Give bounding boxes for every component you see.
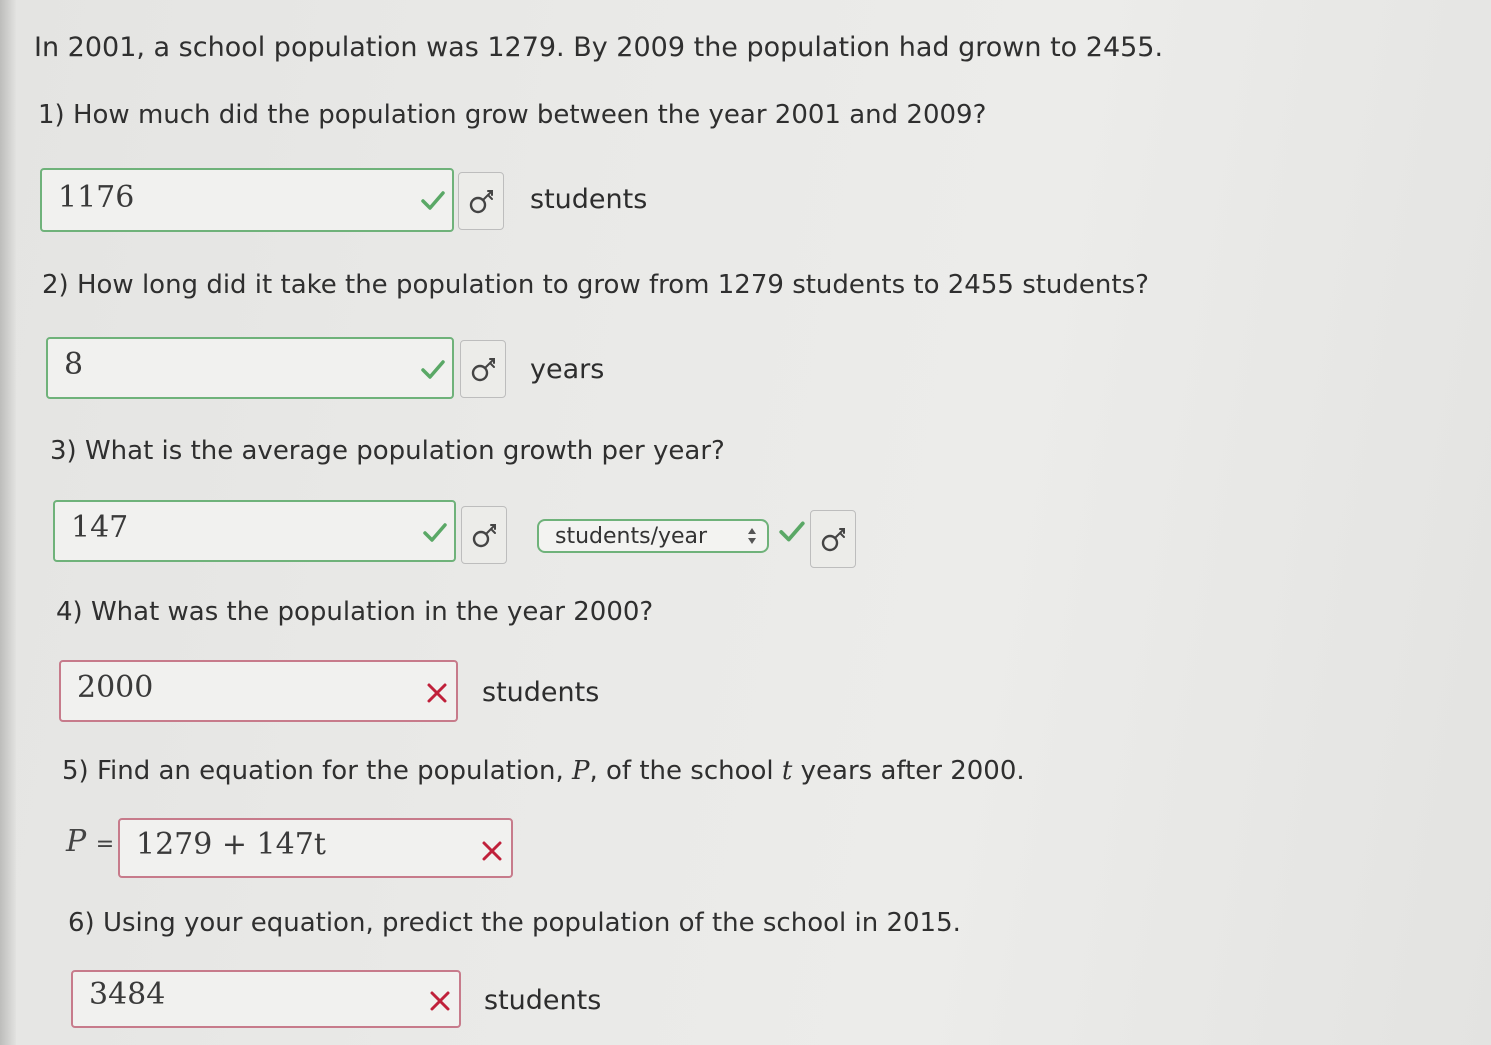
check-icon	[420, 357, 446, 383]
answer-4-input[interactable]	[59, 660, 458, 722]
problem-intro: In 2001, a school population was 1279. By 2009 the population had grown to 2455.	[34, 32, 1164, 63]
question-5-part3: years after 2000.	[800, 756, 1025, 786]
equation-lhs: P	[66, 824, 87, 859]
unit-select-3[interactable]	[537, 519, 769, 553]
answer-3-input[interactable]	[53, 500, 456, 562]
check-icon	[778, 518, 806, 546]
answer-1-input[interactable]	[40, 168, 454, 232]
answer-2-value: 8	[64, 347, 84, 382]
question-4: 4) What was the population in the year 2000?	[56, 597, 654, 627]
screen-edge	[0, 0, 16, 1045]
check-icon	[420, 188, 446, 214]
key-button-1[interactable]	[458, 172, 504, 230]
answer-5-value: 1279 + 147t	[136, 827, 326, 862]
unit-6: students	[484, 985, 602, 1016]
variable-p: P	[571, 756, 590, 786]
key-button-3[interactable]	[461, 506, 507, 564]
key-icon	[470, 521, 500, 551]
question-5-part2: , of the school	[589, 756, 774, 786]
question-6: 6) Using your equation, predict the population of the school in 2015.	[68, 908, 961, 938]
x-icon	[427, 988, 453, 1014]
equals-sign: =	[95, 832, 115, 857]
answer-6-value: 3484	[89, 977, 166, 1012]
question-3: 3) What is the average population growth per year?	[50, 436, 725, 466]
answer-6-input[interactable]	[71, 970, 461, 1028]
x-icon	[424, 680, 450, 706]
variable-t: t	[781, 756, 793, 786]
question-1: 1) How much did the population grow between the year 2001 and 2009?	[38, 100, 987, 130]
key-icon	[467, 187, 497, 217]
unit-1: students	[530, 184, 648, 215]
answer-4-value: 2000	[77, 670, 154, 705]
question-5	[62, 756, 1025, 786]
key-icon	[469, 355, 499, 385]
answer-5-input[interactable]	[118, 818, 513, 878]
x-icon	[479, 838, 505, 864]
question-2: 2) How long did it take the population to grow from 1279 students to 2455 students?	[42, 270, 1149, 300]
check-icon	[422, 520, 448, 546]
key-button-2[interactable]	[460, 340, 506, 398]
equation-label	[66, 824, 114, 859]
up-down-arrows-icon	[747, 525, 757, 547]
unit-2: years	[530, 354, 605, 385]
key-icon	[819, 525, 849, 555]
unit-select-value: students/year	[555, 524, 708, 549]
question-5-part1: 5) Find an equation for the population,	[62, 756, 564, 786]
unit-4: students	[482, 677, 600, 708]
key-button-3b[interactable]	[810, 510, 856, 568]
answer-2-input[interactable]	[46, 337, 454, 399]
answer-1-value: 1176	[58, 180, 135, 215]
answer-3-value: 147	[71, 510, 129, 545]
